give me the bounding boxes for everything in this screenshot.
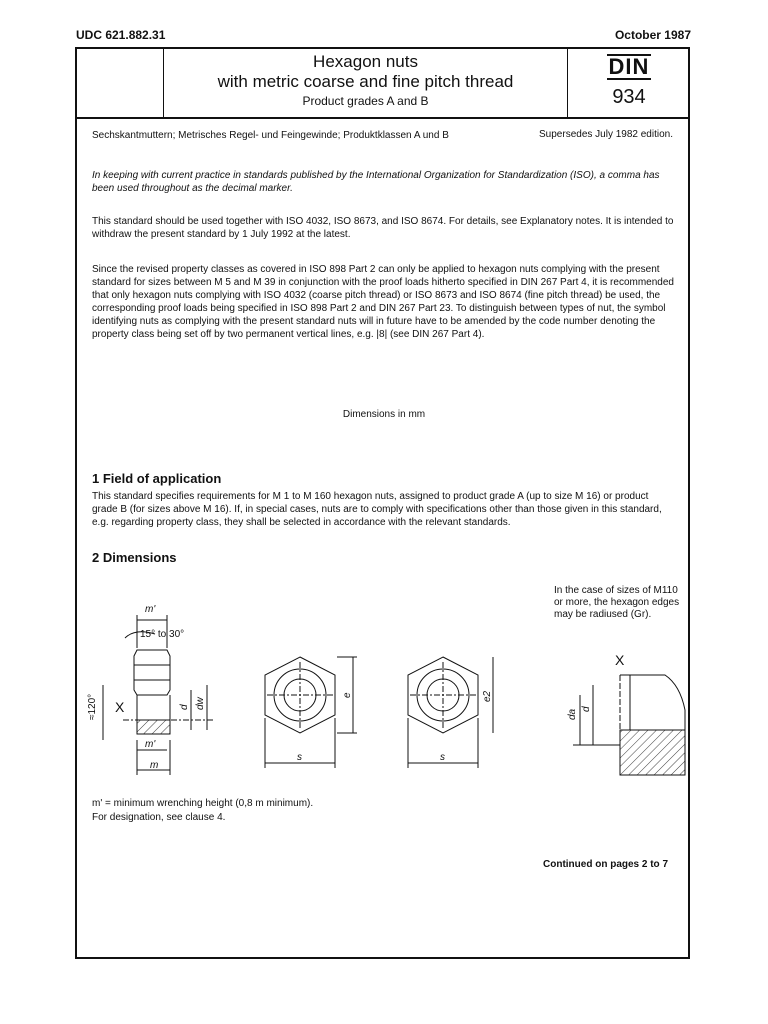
label-e: e bbox=[342, 692, 353, 698]
label-d: d bbox=[179, 704, 190, 710]
issue-date: October 1987 bbox=[614, 28, 691, 42]
german-title: Sechskantmuttern; Metrisches Regel- und Feingewinde; Produktklassen A und B bbox=[92, 130, 449, 141]
supersedes-note: Supersedes July 1982 edition. bbox=[539, 129, 673, 140]
document-title bbox=[164, 52, 567, 110]
label-approx-120: ≈120° bbox=[87, 693, 98, 720]
detail-section bbox=[620, 730, 685, 775]
label-da: da bbox=[567, 708, 578, 720]
label-d-detail: d bbox=[581, 706, 592, 712]
label-m-prime-2: m' bbox=[145, 739, 156, 750]
title-line-2: with metric coarse and fine pitch thread bbox=[217, 72, 514, 91]
label-m: m bbox=[150, 760, 159, 771]
label-x: X bbox=[115, 699, 125, 715]
label-m-prime: m' bbox=[145, 604, 156, 615]
label-dw: dw bbox=[195, 697, 206, 710]
din-logo: DIN bbox=[608, 54, 650, 79]
din-block bbox=[568, 54, 690, 109]
side-view-outline bbox=[134, 650, 170, 695]
din-number: 934 bbox=[612, 86, 646, 108]
designation-note: For designation, see clause 4. bbox=[92, 812, 226, 823]
m-prime-note: m' = minimum wrenching height (0,8 m minimum). bbox=[92, 798, 314, 809]
continued-note: Continued on pages 2 to 7 bbox=[543, 859, 669, 870]
section-1-text: This standard specifies requirements for M 1 to M 160 hexagon nuts, assigned to product grade A (up to size M 16) or product grade B (for sizes above M 16). If, in special cases, nuts are to comply with specifications other than those given in this standard, e.g. regarding property class, they shall be selected in accordance with the relevant standards. bbox=[92, 491, 662, 528]
udc-number: UDC 621.882.31 bbox=[76, 28, 166, 42]
radius-note: In the case of sizes of M110 or more, the hexagon edges may be radiused (Gr). bbox=[554, 585, 680, 620]
label-s-2: s bbox=[440, 752, 445, 763]
section-1-heading: 1 Field of application bbox=[92, 471, 222, 486]
side-view-section bbox=[137, 720, 170, 734]
dimensions-note: Dimensions in mm bbox=[342, 409, 426, 420]
section-2-heading: 2 Dimensions bbox=[92, 550, 177, 565]
header-divider bbox=[75, 117, 690, 119]
nut-drawing bbox=[75, 590, 690, 795]
property-class-paragraph: Since the revised property classes as covered in ISO 898 Part 2 can only be applied to hexagon nuts complying with the present standard for sizes between M 5 and M 39 in conjunction with the proof loads hitherto specified in DIN 267 Part 4, it is recommended that only hexagon nuts complying with ISO 4032 (coarse pitch thread) or ISO 8673 and ISO 8674 (fine pitch thread) be used, the corresponding proof loads being specified in ISO 898 Part 2 and DIN 267 Part 23. To distinguish between types of nut, the symbol identifying nuts as complying with the present standard nuts will in future have to be amended by the code number denoting the property class being set off by two permanent vertical lines, e.g. |8| (see DIN 267 Part 4). bbox=[92, 264, 674, 340]
label-e2: e2 bbox=[482, 690, 493, 702]
usage-paragraph: This standard should be used together with ISO 4032, ISO 8673, and ISO 8674. For details, see Explanatory notes. It is intended to withdraw the present standard by 1 July 1992 at the latest. bbox=[92, 216, 674, 240]
title-line-1: Hexagon nuts bbox=[313, 52, 418, 71]
label-s-1: s bbox=[297, 752, 302, 763]
label-x-detail: X bbox=[615, 652, 625, 668]
title-line-3: Product grades A and B bbox=[302, 94, 429, 108]
iso-decimal-note: In keeping with current practice in standards published by the International Organization for Standardization (ISO), a comma has been used throughout as the decimal marker. bbox=[92, 170, 660, 194]
label-angle: 15° to 30° bbox=[140, 629, 185, 640]
